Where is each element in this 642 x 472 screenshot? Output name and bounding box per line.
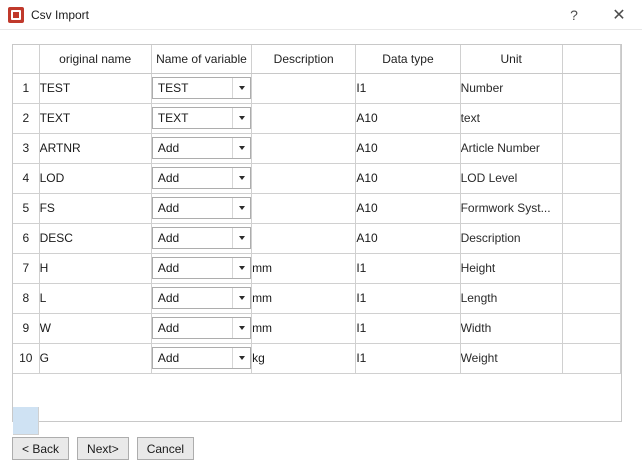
dialog-content	[0, 30, 642, 472]
cell-extra[interactable]	[562, 283, 620, 313]
column-header-name-of-variable[interactable]: Name of variable	[151, 45, 251, 73]
variable-combobox[interactable]	[151, 223, 251, 253]
variable-combobox-value: TEXT	[157, 111, 189, 125]
cell-unit[interactable]: LOD Level	[460, 163, 562, 193]
variable-combobox-value: Add	[157, 261, 180, 275]
table-row[interactable]	[13, 193, 621, 223]
variable-combobox-value: Add	[157, 141, 180, 155]
column-header-unit[interactable]: Unit	[460, 45, 562, 73]
column-header-extra[interactable]	[562, 45, 620, 73]
csv-app-icon	[8, 7, 24, 23]
table-row[interactable]	[13, 343, 621, 373]
row-number[interactable]: 5	[13, 193, 39, 223]
cell-unit[interactable]: Number	[460, 73, 562, 103]
chevron-down-icon[interactable]	[232, 318, 250, 338]
cell-description[interactable]	[252, 73, 356, 103]
chevron-down-icon[interactable]	[232, 78, 250, 98]
chevron-down-icon[interactable]	[232, 228, 250, 248]
column-header-rownum[interactable]	[13, 45, 39, 73]
cell-unit[interactable]: Height	[460, 253, 562, 283]
cell-extra[interactable]	[562, 73, 620, 103]
cell-extra[interactable]	[562, 133, 620, 163]
variable-combobox-value: Add	[157, 321, 180, 335]
table-row[interactable]	[13, 253, 621, 283]
help-button[interactable]: ?	[570, 6, 578, 23]
column-header-original-name[interactable]: original name	[39, 45, 151, 73]
chevron-down-icon[interactable]	[232, 258, 250, 278]
cell-data-type[interactable]: I1	[356, 283, 460, 313]
cell-unit[interactable]: Length	[460, 283, 562, 313]
row-number[interactable]: 10	[13, 343, 39, 373]
variable-combobox-value: Add	[157, 201, 180, 215]
cell-original-name[interactable]: W	[39, 313, 151, 343]
row-number[interactable]: 8	[13, 283, 39, 313]
mapping-table	[13, 45, 621, 374]
cell-data-type[interactable]: A10	[356, 163, 460, 193]
table-header-row	[13, 45, 621, 73]
cell-extra[interactable]	[562, 313, 620, 343]
cell-data-type[interactable]: I1	[356, 73, 460, 103]
cell-data-type[interactable]: I1	[356, 343, 460, 373]
cell-original-name[interactable]: ARTNR	[39, 133, 151, 163]
cell-original-name[interactable]: TEXT	[39, 103, 151, 133]
variable-combobox-value: Add	[157, 291, 180, 305]
cell-extra[interactable]	[562, 223, 620, 253]
variable-combobox-value: Add	[157, 231, 180, 245]
close-icon[interactable]: ✕	[612, 6, 626, 24]
cell-description[interactable]: mm	[252, 253, 356, 283]
table-row[interactable]	[13, 313, 621, 343]
variable-combobox[interactable]	[151, 193, 251, 223]
cell-data-type[interactable]: I1	[356, 253, 460, 283]
table-row[interactable]	[13, 283, 621, 313]
cell-data-type[interactable]: A10	[356, 223, 460, 253]
row-number[interactable]: 9	[13, 313, 39, 343]
variable-combobox[interactable]	[151, 133, 251, 163]
cell-original-name[interactable]: H	[39, 253, 151, 283]
cell-description[interactable]	[252, 223, 356, 253]
cell-extra[interactable]	[562, 343, 620, 373]
cell-description[interactable]: mm	[252, 313, 356, 343]
chevron-down-icon[interactable]	[232, 168, 250, 188]
cell-unit[interactable]: Formwork Syst...	[460, 193, 562, 223]
variable-combobox[interactable]	[151, 103, 251, 133]
window-title: Csv Import	[31, 7, 90, 22]
next-button[interactable]: Next>	[77, 437, 129, 460]
cell-description[interactable]	[252, 103, 356, 133]
row-number[interactable]: 3	[13, 133, 39, 163]
table-body	[13, 73, 621, 373]
cell-data-type[interactable]: A10	[356, 193, 460, 223]
chevron-down-icon[interactable]	[232, 108, 250, 128]
table-row[interactable]	[13, 133, 621, 163]
table-row[interactable]	[13, 163, 621, 193]
cell-extra[interactable]	[562, 103, 620, 133]
row-number[interactable]: 7	[13, 253, 39, 283]
variable-combobox[interactable]	[151, 73, 251, 103]
cell-description[interactable]	[252, 193, 356, 223]
chevron-down-icon[interactable]	[232, 288, 250, 308]
row-number[interactable]: 1	[13, 73, 39, 103]
cell-description[interactable]: mm	[252, 283, 356, 313]
cell-extra[interactable]	[562, 253, 620, 283]
variable-combobox-value: TEST	[157, 81, 189, 95]
table-row[interactable]	[13, 103, 621, 133]
variable-combobox-value: Add	[157, 351, 180, 365]
row-number[interactable]: 6	[13, 223, 39, 253]
chevron-down-icon[interactable]	[232, 348, 250, 368]
cell-description[interactable]	[252, 133, 356, 163]
cell-unit[interactable]: text	[460, 103, 562, 133]
table-row[interactable]	[13, 223, 621, 253]
cell-data-type[interactable]: I1	[356, 313, 460, 343]
back-button[interactable]: < Back	[12, 437, 69, 460]
cell-data-type[interactable]: A10	[356, 133, 460, 163]
row-number[interactable]: 4	[13, 163, 39, 193]
cell-description[interactable]: kg	[252, 343, 356, 373]
cell-description[interactable]	[252, 163, 356, 193]
csv-mapping-grid[interactable]	[12, 44, 622, 422]
row-number[interactable]: 2	[13, 103, 39, 133]
cell-original-name[interactable]: FS	[39, 193, 151, 223]
cell-original-name[interactable]: L	[39, 283, 151, 313]
grid-selection-strip	[13, 407, 39, 435]
column-header-data-type[interactable]: Data type	[356, 45, 460, 73]
variable-combobox-value: Add	[157, 171, 180, 185]
cell-original-name[interactable]: DESC	[39, 223, 151, 253]
cell-unit[interactable]: Width	[460, 313, 562, 343]
variable-combobox[interactable]	[151, 163, 251, 193]
variable-combobox[interactable]	[151, 283, 251, 313]
title-bar	[0, 0, 642, 30]
cell-original-name[interactable]: TEST	[39, 73, 151, 103]
cell-extra[interactable]	[562, 163, 620, 193]
table-row[interactable]	[13, 73, 621, 103]
variable-combobox[interactable]	[151, 313, 251, 343]
cell-unit[interactable]: Article Number	[460, 133, 562, 163]
cell-unit[interactable]: Weight	[460, 343, 562, 373]
dialog-footer	[12, 437, 194, 460]
cell-unit[interactable]: Description	[460, 223, 562, 253]
cell-original-name[interactable]: LOD	[39, 163, 151, 193]
chevron-down-icon[interactable]	[232, 198, 250, 218]
variable-combobox[interactable]	[151, 343, 251, 373]
cell-original-name[interactable]: G	[39, 343, 151, 373]
cancel-button[interactable]: Cancel	[137, 437, 194, 460]
cell-data-type[interactable]: A10	[356, 103, 460, 133]
variable-combobox[interactable]	[151, 253, 251, 283]
column-header-description[interactable]: Description	[252, 45, 356, 73]
cell-extra[interactable]	[562, 193, 620, 223]
chevron-down-icon[interactable]	[232, 138, 250, 158]
